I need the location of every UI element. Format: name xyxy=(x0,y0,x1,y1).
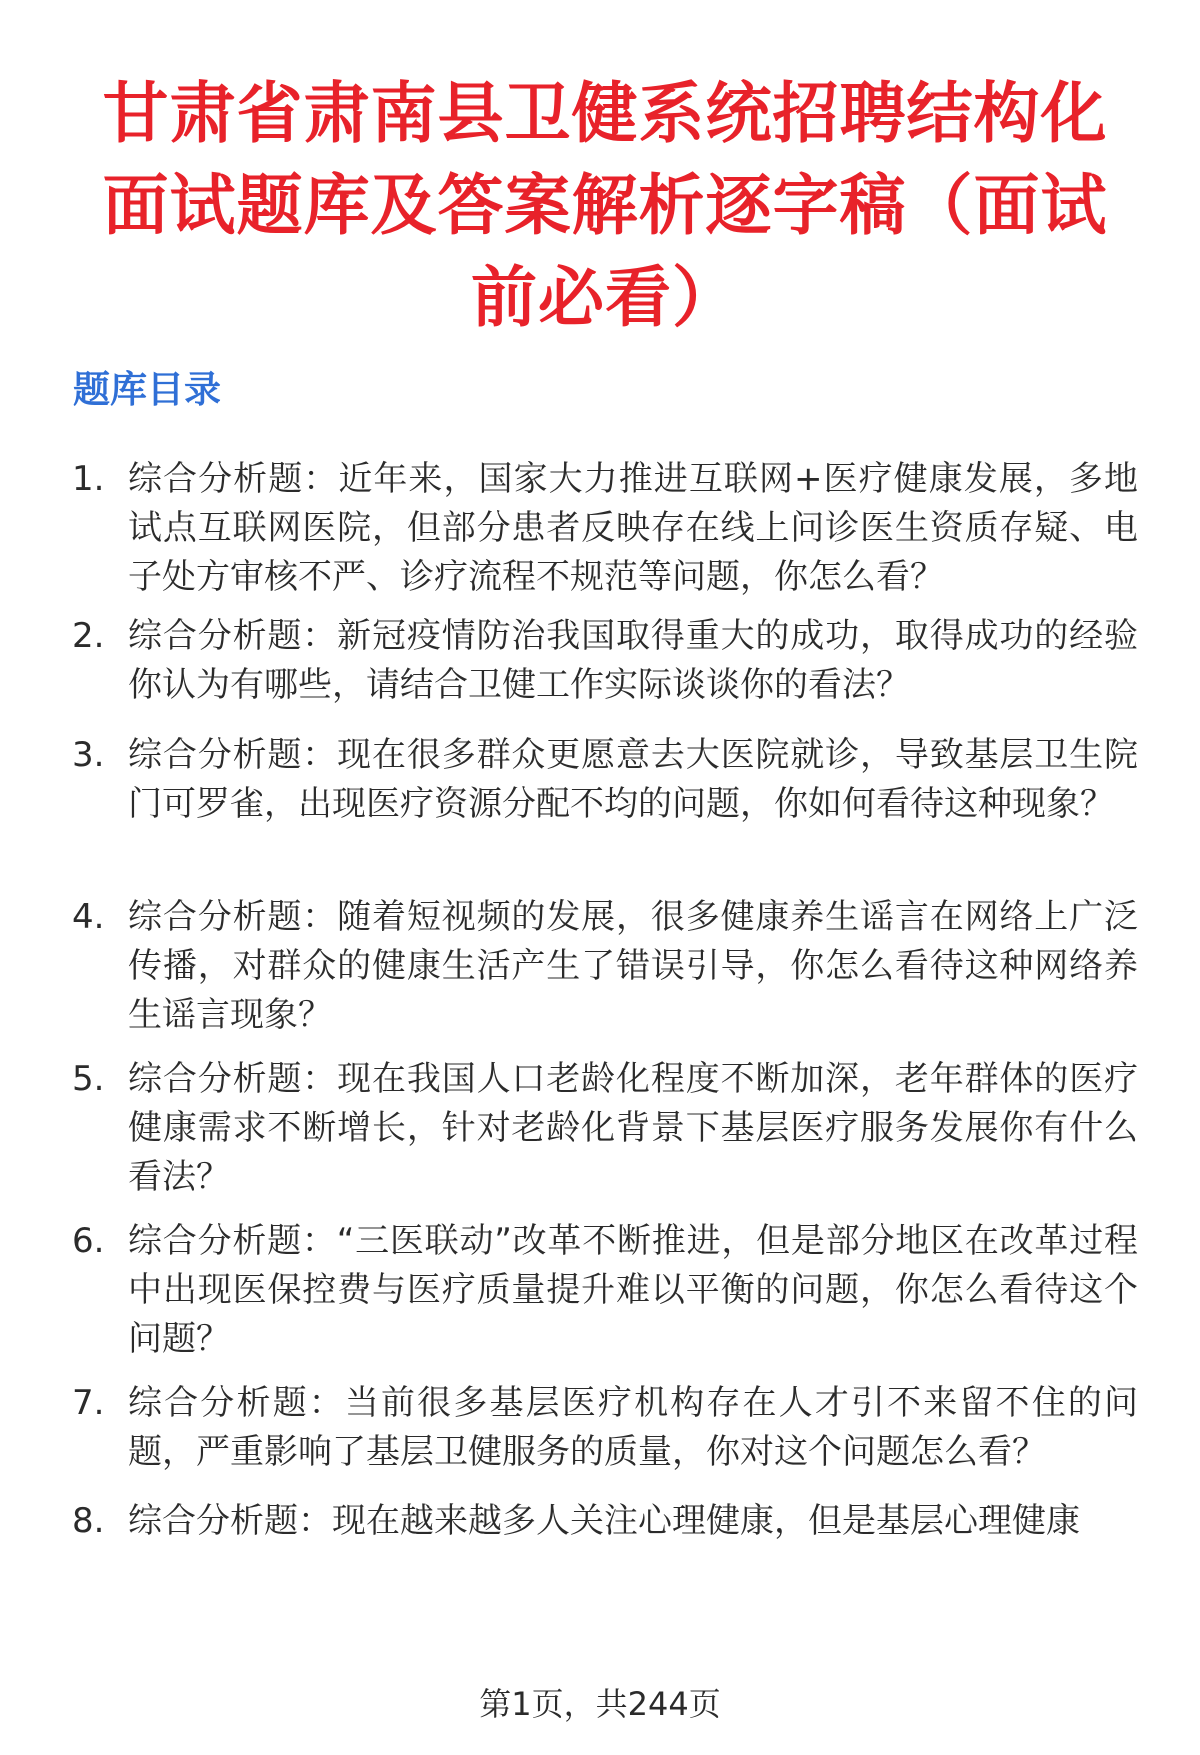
question-text: 综合分析题：新冠疫情防治我国取得重大的成功，取得成功的经验你认为有哪些，请结合卫健工作实际谈谈你的看法？ xyxy=(128,616,1138,705)
question-text: 综合分析题：随着短视频的发展，很多健康养生谣言在网络上广泛传播，对群众的健康生活产生了错误引导，你怎么看待这种网络养生谣言现象？ xyxy=(128,897,1138,1035)
question-number: 6. xyxy=(72,1221,105,1261)
page-footer: 第1页，共244页 xyxy=(479,1685,721,1723)
document-title: 甘肃省肃南县卫健系统招聘结构化面试题库及答案解析逐字稿（面试前必看） xyxy=(102,75,1108,336)
question-number: 5. xyxy=(72,1059,105,1099)
toc-heading: 题库目录 xyxy=(73,368,221,411)
question-number: 7. xyxy=(72,1383,105,1423)
question-number: 3. xyxy=(72,735,105,775)
question-text: 综合分析题：“三医联动”改革不断推进，但是部分地区在改革过程中出现医保控费与医疗质量提升难以平衡的问题，你怎么看待这个问题？ xyxy=(128,1221,1138,1359)
question-number: 2. xyxy=(72,616,105,656)
question-number: 1. xyxy=(72,459,105,499)
question-number: 4. xyxy=(72,897,105,937)
question-text: 综合分析题：现在我国人口老龄化程度不断加深，老年群体的医疗健康需求不断增长，针对老龄化背景下基层医疗服务发展你有什么看法？ xyxy=(128,1059,1138,1197)
question-text: 综合分析题：近年来，国家大力推进互联网+医疗健康发展，多地试点互联网医院，但部分患者反映存在线上问诊医生资质存疑、电子处方审核不严、诊疗流程不规范等问题，你怎么看？ xyxy=(128,459,1138,597)
question-text: 综合分析题：现在很多群众更愿意去大医院就诊，导致基层卫生院门可罗雀，出现医疗资源分配不均的问题，你如何看待这种现象？ xyxy=(128,735,1138,824)
question-text: 综合分析题：现在越来越多人关注心理健康，但是基层心理健康 xyxy=(128,1501,1080,1541)
question-number: 8. xyxy=(72,1501,105,1541)
question-text: 综合分析题：当前很多基层医疗机构存在人才引不来留不住的问题，严重影响了基层卫健服务的质量，你对这个问题怎么看？ xyxy=(128,1383,1138,1472)
